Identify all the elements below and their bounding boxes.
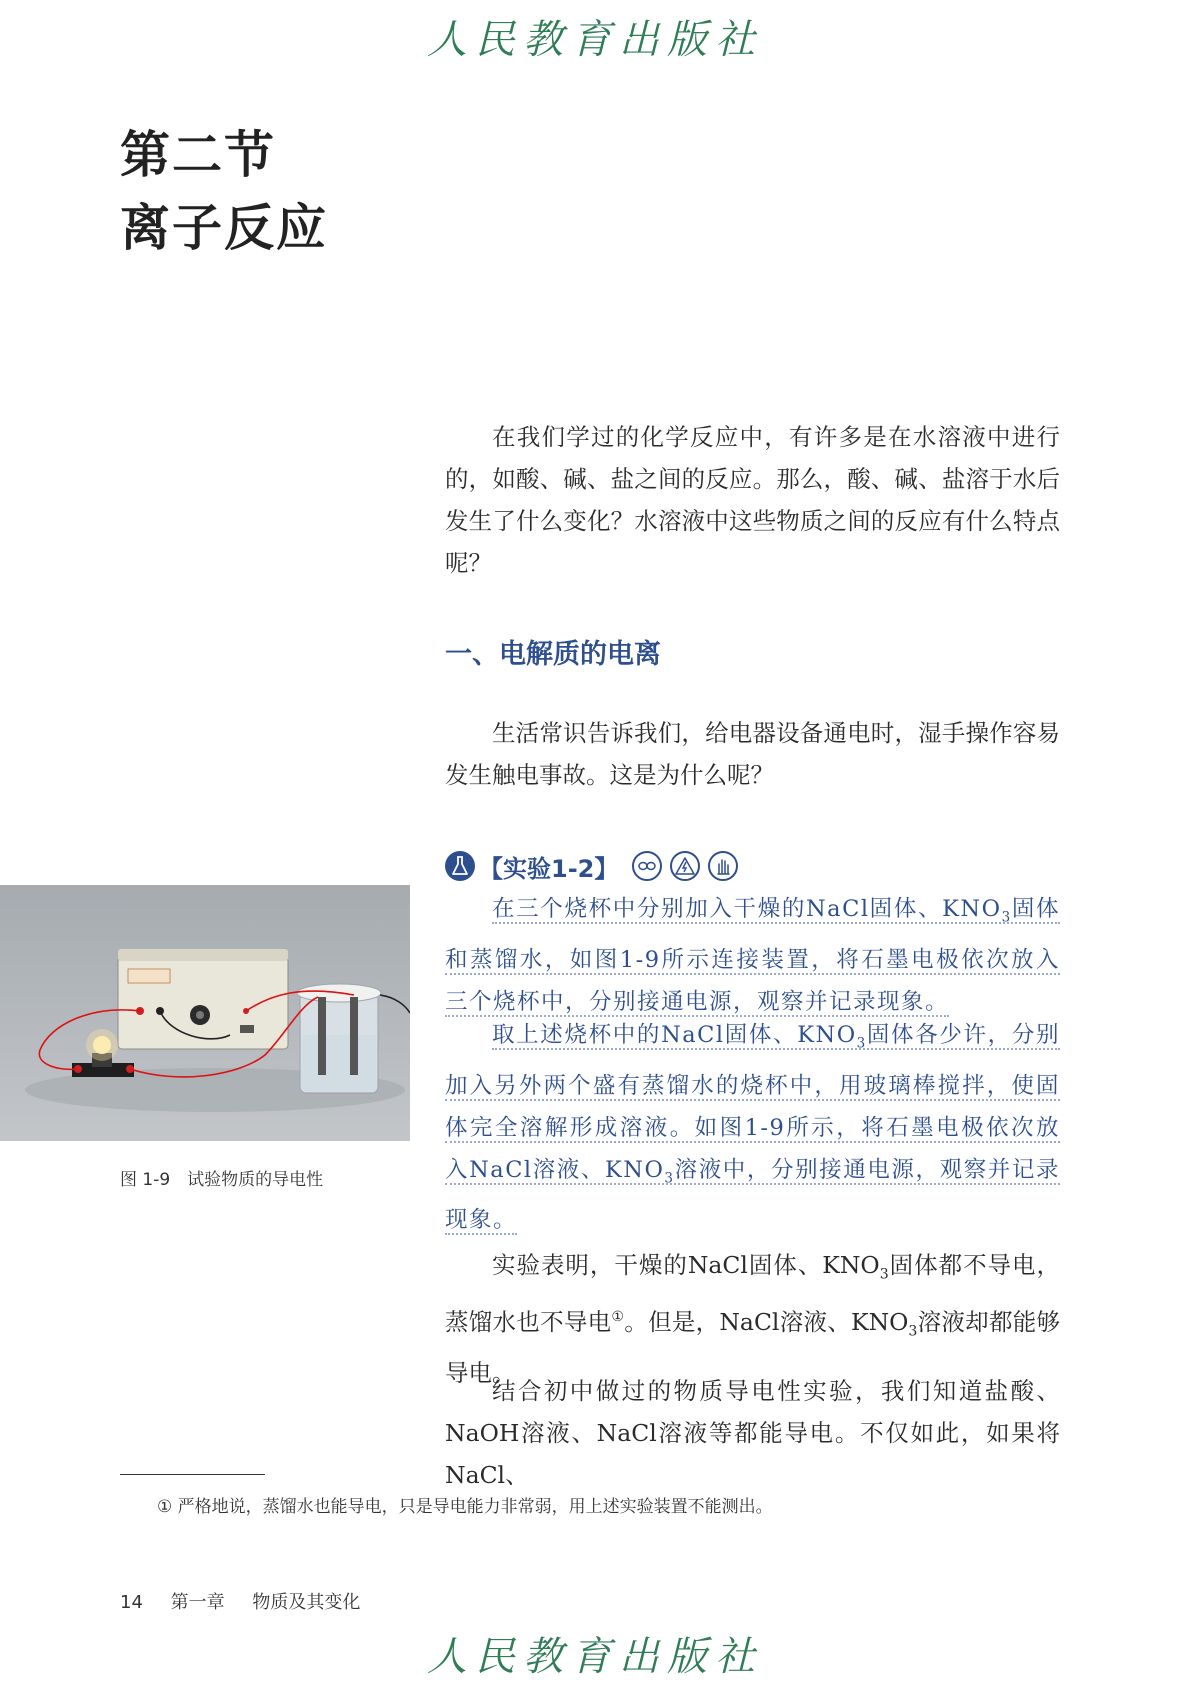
experiment-text-2: 取上述烧杯中的NaCl固体、$KNO_3$固体各少许，分别加入另外两个盛有蒸馏水的烧杯中，用玻璃棒搅拌，使固体完全溶解形成溶液。如图1-9所示，将石墨电极依次放入NaCl溶液、$KNO_3$溶液中，分别接通电源，观察并记录现象。	[445, 1022, 1060, 1233]
goggles-icon	[632, 851, 662, 881]
chapter-title: 物质及其变化	[252, 1592, 361, 1613]
footnote-marker[interactable]: ①	[611, 1308, 625, 1325]
flask-icon	[445, 851, 475, 881]
hand-wash-icon	[708, 851, 738, 881]
paragraph-2: 生活常识告诉我们，给电器设备通电时，湿手操作容易发生触电事故。这是为什么呢？	[445, 719, 1060, 789]
experiment-title: 【实验1-2】	[479, 854, 619, 883]
subsection-title: 一、电解质的电离	[445, 639, 661, 670]
intro-paragraph: 在我们学过的化学反应中，有许多是在水溶液中进行的，如酸、碱、盐之间的反应。那么，酸、碱、盐溶于水后发生了什么变化？水溶液中这些物质之间的反应有什么特点呢？	[445, 423, 1060, 577]
paragraph-4: 结合初中做过的物质导电性实验，我们知道盐酸、NaOH溶液、NaCl溶液等都能导电。不仅如此，如果将NaCl、	[445, 1377, 1060, 1489]
page-number: 14	[120, 1592, 143, 1613]
footnote: ① 严格地说，蒸馏水也能导电，只是导电能力非常弱，用上述实验装置不能测出。	[157, 1497, 773, 1517]
publisher-footer: 人民教育出版社	[427, 1634, 763, 1680]
section-number: 第二节	[120, 126, 276, 184]
conductivity-apparatus-photo	[0, 885, 410, 1141]
electric-hazard-icon	[670, 851, 700, 881]
publisher-header: 人民教育出版社	[427, 17, 763, 63]
paragraph-3: 实验表明，干燥的NaCl固体、$KNO_3$固体都不导电，蒸馏水也不导电①。但是，NaCl溶液、$KNO_3$溶液却都能够导电。	[445, 1251, 1060, 1388]
section-title: 离子反应	[120, 199, 328, 257]
page-footer	[120, 1588, 382, 1614]
footnote-divider	[120, 1474, 265, 1475]
experiment-header	[445, 848, 746, 884]
chapter-label: 第一章	[170, 1592, 225, 1613]
figure-caption: 图 1-9 试验物质的导电性	[120, 1170, 324, 1190]
experiment-text-1: 在三个烧杯中分别加入干燥的NaCl固体、$KNO_3$固体和蒸馏水，如图1-9所示连接装置，将石墨电极依次放入三个烧杯中，分别接通电源，观察并记录现象。	[445, 896, 1060, 1015]
